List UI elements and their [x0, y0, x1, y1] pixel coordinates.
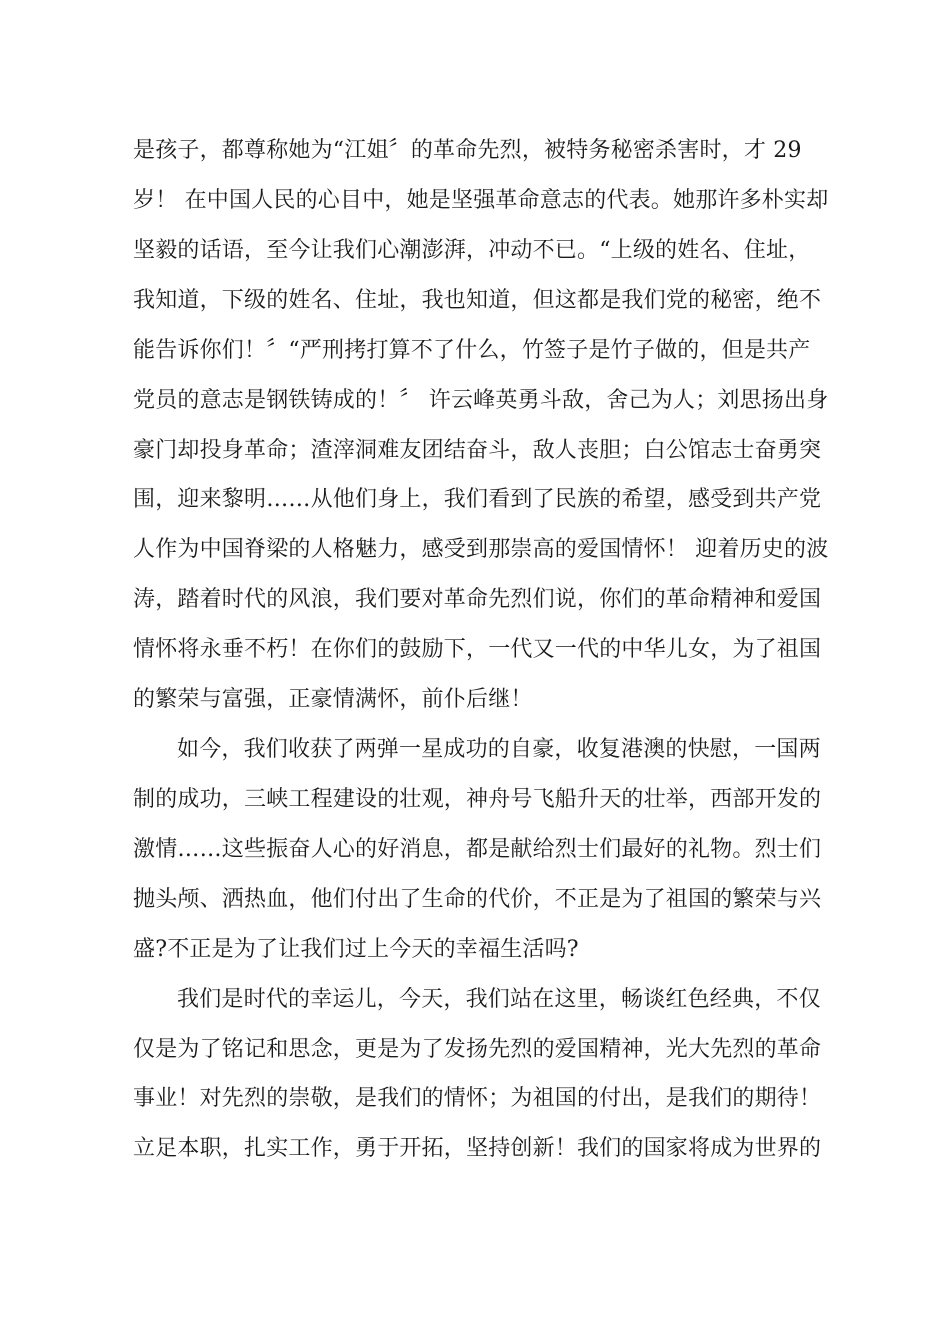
text-line: 抛头颅、洒热血，他们付出了生命的代价，不正是为了祖国的繁荣与兴	[133, 887, 822, 912]
text-line: 岁！ 在中国人民的心目中，她是坚强革命意志的代表。她那许多朴实却	[133, 188, 829, 213]
text-line: 的繁荣与富强，正豪情满怀，前仆后继！	[133, 687, 533, 712]
text-line: 我们是时代的幸运儿，今天，我们站在这里，畅谈红色经典，不仅	[177, 987, 821, 1012]
text-line: 如今，我们收获了两弹一星成功的自豪，收复港澳的快慰，一国两	[177, 737, 821, 762]
text-line: 激情……这些振奋人心的好消息，都是献给烈士们最好的礼物。烈士们	[133, 837, 822, 862]
text-line: 人作为中国脊梁的人格魅力，感受到那崇高的爱国情怀！ 迎着历史的波	[133, 537, 829, 562]
text-line: 制的成功，三峡工程建设的壮观，神舟号飞船升天的壮举，西部开发的	[133, 787, 822, 812]
text-line: 事业！对先烈的崇敬，是我们的情怀；为祖国的付出，是我们的期待！	[133, 1086, 822, 1111]
text-line: 党员的意志是钢铁铸成的！〞 许云峰英勇斗敌，舍己为人；刘思扬出身	[133, 388, 829, 413]
text-line: 仅是为了铭记和思念，更是为了发扬先烈的爱国精神，光大先烈的革命	[133, 1037, 822, 1062]
text-line: 立足本职，扎实工作，勇于开拓，坚持创新！我们的国家将成为世界的	[133, 1136, 822, 1161]
text-line: 涛，踏着时代的风浪，我们要对革命先烈们说，你们的革命精神和爱国	[133, 587, 822, 612]
text-line: 是孩子，都尊称她为“江姐〞的革命先烈，被特务秘密杀害时，才 29	[133, 138, 802, 163]
text-line: 情怀将永垂不朽！在你们的鼓励下，一代又一代的中华儿女，为了祖国	[133, 637, 822, 662]
text-line: 围，迎来黎明……从他们身上，我们看到了民族的希望，感受到共产党	[133, 487, 822, 512]
text-line: 坚毅的话语，至今让我们心潮澎湃，冲动不已。“上级的姓名、住址，	[133, 238, 811, 263]
text-line: 盛?不正是为了让我们过上今天的幸福生活吗?	[133, 937, 579, 962]
text-line: 豪门却投身革命；渣滓洞难友团结奋斗，敌人丧胆；白公馆志士奋勇突	[133, 438, 822, 463]
text-line: 我知道，下级的姓名、住址，我也知道，但这都是我们党的秘密，绝不	[133, 288, 822, 313]
text-line: 能告诉你们！〞“严刑拷打算不了什么，竹签子是竹子做的，但是共产	[133, 338, 811, 363]
